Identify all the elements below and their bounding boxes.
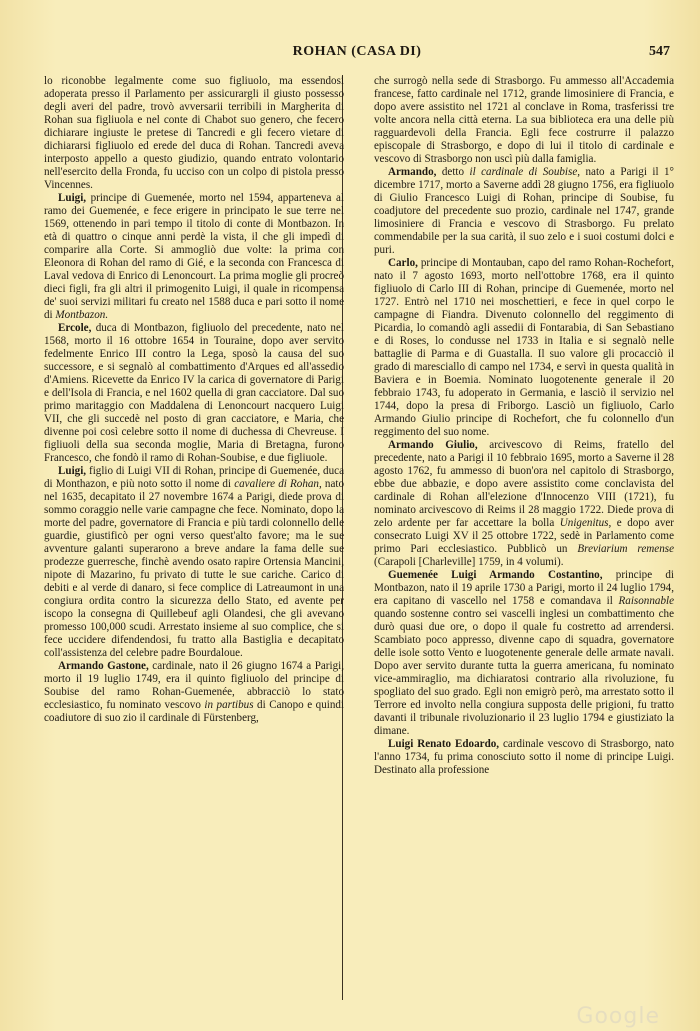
paragraph-text: nato a Parigi il 1° dicembre 1717, morto a Saverne addì 28 giugno 1756, era figliuolo di Giulio Francesco Luigi di Rohan, principe di Soubise, fu coadjutore del precedente suo prozio, cardinale nel 1747, grande limosiniere di Francia e vescovo di Strasborgo. Fu prelato commendabile per la sua carità, il suo zelo e i suoi costumi dolci e puri. xyxy=(374,166,674,256)
italic-text: il cardinale di Soubise, xyxy=(469,166,581,178)
paragraph-text: quando sostenne contro sei vascelli inglesi un combattimento che durò quasi due ore, o dopo il quale fu costretto ad arrendersi. Scambiato poco appresso, divenne capo di squadra, governatore delle isole sotto Vento e luogotenente generale delle armate navali. Dopo aver servito durante tutta la guerra americana, fu nominato vice-ammiraglio, ma dichiaratosi contrario alla rivoluzione, fu spogliato del suo grado. Egli non emigrò però, ma arrestato sotto il Terrore ed involto nella congiura supposta delle prigioni, fu tratto davanti il tribunale rivoluzionario il 23 luglio 1794 e giustiziato la dimane. xyxy=(374,608,674,737)
entry-name: Carlo, xyxy=(388,257,418,269)
entry-name: Armando Gastone, xyxy=(58,660,149,672)
entry-name: Guemenée Luigi Armando Costantino, xyxy=(388,569,603,581)
italic-text: Unigenitus, xyxy=(559,517,612,529)
paragraph xyxy=(44,75,344,192)
paragraph-text: arcivescovo di Reims, fratello del precedente, nato a Parigi il 10 febbraio 1695, morto a Saverne il 28 agosto 1762, fu ammesso di buon'ora nel capitolo di Strasborgo, ebbe due abbazie, e dopo avere assistito come conclavista del cardinale di Rohan all'elezione d'Innocenzo VIII (1721), fu nominato arcivescovo di Reims il 28 maggio 1722. Diede prova di zelo ardente per far accettare la bolla xyxy=(374,439,674,529)
paragraph-text: principe di Montbazon, nato il 19 aprile 1730 a Parigi, morto il 24 luglio 1794, era capitano di vascello nel 1758 e comandava il xyxy=(374,569,674,607)
page-number: 547 xyxy=(649,44,670,59)
left-column xyxy=(44,75,344,1015)
entry-name: Luigi Renato Edoardo, xyxy=(388,738,500,750)
paragraph-text: cardinale vescovo di Strasborgo, nato l'anno 1734, fu prima conosciuto sotto il nome di principe Luigi. Destinato alla professione xyxy=(374,738,674,776)
paragraph xyxy=(374,569,674,738)
paragraph-text: nato nel 1635, decapitato il 27 novembre 1674 a Parigi, diede prova di sommo coraggio nelle varie campagne che fece. Nominato, dopo la morte del padre, governatore di Francia e più tardi colonnello delle guardie, giustificò per ogni verso quest'alto favore; ma le sue avventure galanti superarono a breve andare la fama delle sue prodezze guerresche, finchè avendo osato rapire Ortensia Mancini, nipote di Mazarino, fu privato di tutte le sue cariche. Carico di debiti e al verde di danaro, si fece complice di Latreaumont in una congiura ordita contro la sicurezza dello Stato, ed avente per iscopo la consegna di Quillebeuf agli Olandesi, che gli avevano promesso 100,000 scudi. Arrestato insieme al suo complice, che si fece uccidere difendendosi, fu tratto alla Bastiglia e decapitato coll'assistenza del celebre padre Bourdaloue. xyxy=(44,478,344,659)
text-columns xyxy=(44,75,674,1025)
right-column xyxy=(374,75,674,1015)
italic-text: cavaliere di Rohan, xyxy=(234,478,322,490)
entry-name: Luigi, xyxy=(58,465,87,477)
paragraph-text: cardinale, nato il 26 giugno 1674 a Parigi, morto il 19 luglio 1749, era il quinto figliuolo del principe di Soubise del ramo Rohan-Guemenée, abbracciò lo stato ecclesiastico, fu nominato vescovo xyxy=(44,660,344,711)
paragraph-text: figlio di Luigi VII di Rohan, principe di Guemenée, duca di Monthazon, e più noto sotto il nome di xyxy=(44,465,344,490)
page-header xyxy=(44,44,670,64)
italic-text: Breviarium remense xyxy=(577,543,674,555)
entry-name: Armando, xyxy=(388,166,437,178)
paragraph-text: di Canopo e quindi coadiutore di suo zio il cardinale di Fürstenberg, xyxy=(44,699,344,724)
paragraph-text: principe di Montauban, capo del ramo Rohan-Rochefort, nato il 7 agosto 1693, morto nell'ottobre 1768, era il quinto figliuolo di Carlo III di Rohan, principe di Guemenée, morto nel 1727. Entrò nel 1710 nei moschettieri, e fece in quel corpo le campagne di Fiandra. Divenuto colonnello del reggimento di Picardia, lo comandò agli assedii di Fontarabia, di San Sebastiano e di Roses, lo condusse nel 1733 in Italia e si segnalò nelle battaglie di Parma e di Guastalla. Il suo valore gli procacciò il grado di maresciallo di campo nel 1734, e servì in questa qualità in Baviera e in Boemia. Nominato luogotenente generale il 20 febbraio 1743, fu adoperato in Germania, e lasciò il servizio nel 1744, dopo la presa di Friborgo. Lasciò un figliuolo, Carlo Armando Giulio principe di Rochefort, che fu colonnello d'un reggimento del suo nome. xyxy=(374,257,674,438)
paragraph xyxy=(374,75,674,166)
entry-name: Ercole, xyxy=(58,322,92,334)
paragraph xyxy=(374,738,674,777)
italic-text: Montbazon. xyxy=(55,309,109,321)
paragraph-text: e dopo aver consecrato Luigi XV il 25 ottobre 1722, sedè in Parlamento come primo Pari ecclesiastico. Pubblicò un xyxy=(374,517,674,555)
paragraph-text: detto xyxy=(436,166,470,178)
italic-text: in partibus xyxy=(204,699,254,711)
paragraph-text: che surrogò nella sede di Strasborgo. Fu ammesso all'Accademia francese, fatto cardinale nel 1712, grande limosiniere di Francia, e dopo avere assistito nel 1721 al conclave in Roma, trasferissi tre volte ancora nella città eterna. La sua biblioteca era una delle più ragguardevoli della Francia. Egli fece costrurre il palazzo episcopale di Strasborgo, e dopo di lui il titolo di cardinale e vescovo di Strasborgo non uscì più dalla famiglia. xyxy=(374,75,674,165)
paragraph xyxy=(374,439,674,569)
entry-name: Luigi, xyxy=(58,192,87,204)
paragraph xyxy=(44,465,344,660)
paragraph-text: lo riconobbe legalmente come suo figliuolo, ma essendosi adoperata presso il Parlamento per assicurargli il giusto possesso degli averi del padre, trovò avversarii terribili in Margherita di Rohan sua figliuola e nel conte di Chabot suo genero, che fecero dichiarare ingiuste le pretese di Tancredi e gli fecero vietare di dichiararsi figliuolo ed erede del duca di Rohan. Tancredi aveva interposto appello a questo giudizio, quando entrato volontario nell'esercito della Fronda, fu ucciso con un colpo di pistola presso Vincennes. xyxy=(44,75,344,191)
entry-name: Armando Giulio, xyxy=(388,439,478,451)
paragraph-text: principe di Guemenée, morto nel 1594, apparteneva al ramo dei Guemenée, e fece erigere in principato le sue terre nel 1569, ottenendo in pari tempo il titolo di conte di Montbazon. In età di quattro o cinque anni perdè la vista, il che gli impedì di comparire alla Corte. Si ammogliò due volte: la prima con Eleonora di Rohan del ramo di Gié, e la seconda con Francesca di Laval vedova di Enrico di Lenoncourt. La prima moglie gli procreò dieci figli, fra gli altri il primogenito Luigi, il quale in ricompensa de' suoi servizi militari fu creato nel 1588 duca e pari sotto il nome di xyxy=(44,192,344,321)
paragraph-text: duca di Montbazon, figliuolo del precedente, nato nel 1568, morto il 16 ottobre 1654 in Touraine, dopo aver servito fedelmente Enrico III contro la Lega, sposò la causa del suo successore, e si segnalò al combattimento d'Arques ed all'assedio d'Amiens. Ricevette da Enrico IV la carica di governatore di Parigi e dell'Isola di Francia, e nel 1602 quella di gran cacciatore. Dal suo primo maritaggio con Maddalena di Lenoncourt nacquero Luigi VII, che gli succedè nel posto di gran cacciatore, e Maria, che divenne poi così celebre sotto il nome di duchessa di Chevreuse. I figliuoli della sua seconda moglie, Maria di Bretagna, furono Francesco, che fondò il ramo di Rohan-Soubise, e due figliuole. xyxy=(44,322,344,464)
paragraph xyxy=(44,192,344,322)
paragraph xyxy=(44,660,344,725)
paragraph xyxy=(374,166,674,257)
running-title: ROHAN (CASA DI) xyxy=(292,44,422,59)
italic-text: Raisonnable xyxy=(618,595,674,607)
watermark: Google xyxy=(576,1004,660,1029)
paragraph xyxy=(44,322,344,465)
paragraph-text: (Carapoli [Charleville] 1759, in 4 volumi). xyxy=(374,556,564,568)
paragraph xyxy=(374,257,674,439)
